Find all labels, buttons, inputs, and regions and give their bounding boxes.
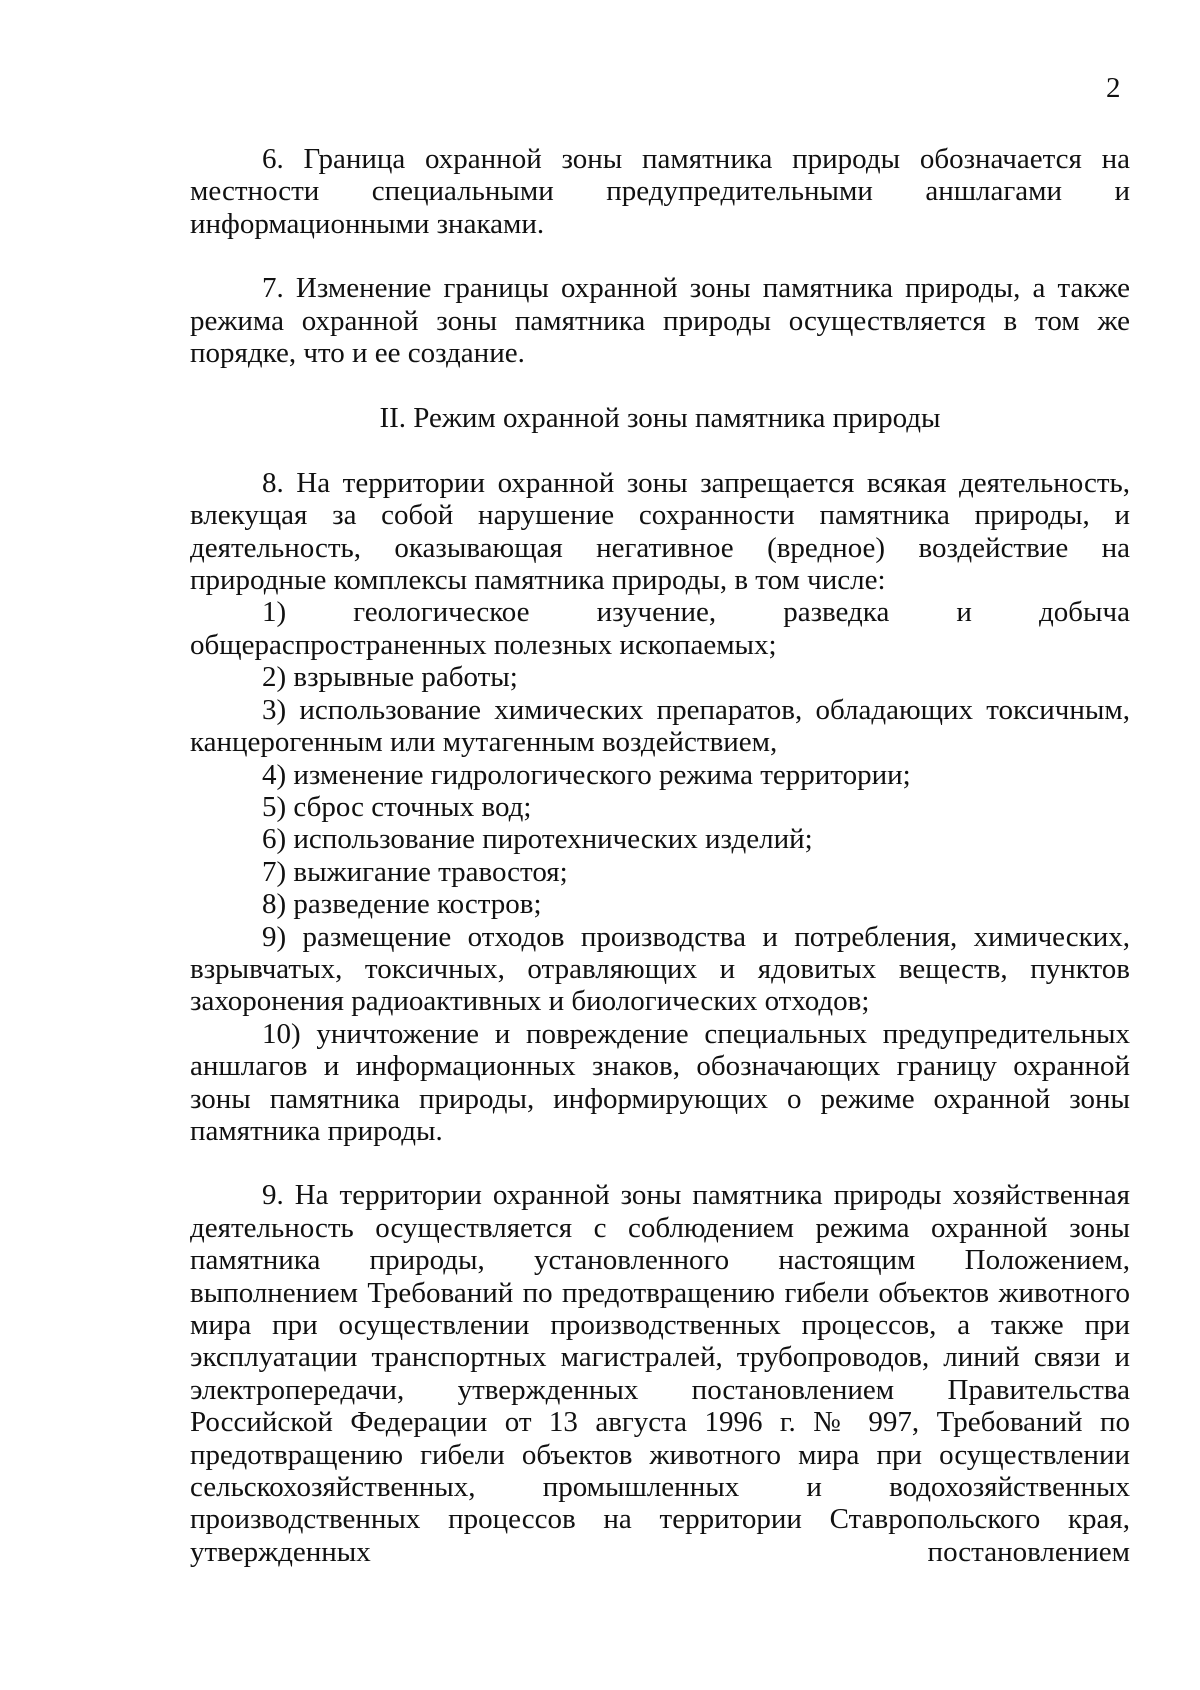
list-item: 4) изменение гидрологического режима территории;: [262, 758, 911, 791]
paragraph-8-intro: 8. На территории охранной зоны запрещается всякая деятельность, влекущая за собой нарушение сохранности памятника природы, и деятельность, оказывающая негативное (вредное) воздействие на природные комплексы памятника природы, в том числе:: [190, 466, 1130, 597]
list-item: 6) использование пиротехнических изделий;: [262, 823, 813, 856]
list-item: 7) выжигание травостоя;: [262, 855, 568, 888]
paragraph-6: 6. Граница охранной зоны памятника природы обозначается на местности специальными предупредительными аншлагами и информационными знаками.: [190, 143, 1130, 240]
page-number: 2: [1106, 72, 1121, 104]
list-item: 5) сброс сточных вод;: [262, 790, 532, 823]
section-heading: II. Режим охранной зоны памятника природы: [379, 402, 941, 435]
list-item: 10) уничтожение и повреждение специальных предупредительных аншлагов и информационных знаков, обозначающих границу охранной зоны памятника природы, информирующих о режиме охранной зоны памятника природы.: [190, 1017, 1130, 1147]
list-item: 2) взрывные работы;: [262, 661, 518, 694]
list-item: 8) разведение костров;: [262, 888, 542, 921]
list-item: 3) использование химических препаратов, обладающих токсичным, канцерогенным или мутагенным воздействием,: [190, 693, 1130, 759]
paragraph-9: 9. На территории охранной зоны памятника природы хозяйственная деятельность осуществляется с соблюдением режима охранной зоны памятника природы, установленного настоящим Положением, выполнением Требований по предотвращению гибели объектов животного мира при осуществлении производственных процессов, а также при эксплуатации транспортных магистралей, трубопроводов, линий связи и электропередачи, утвержденных постановлением Правительства Российской Федерации от 13 августа 1996 г. № 997, Требований по предотвращению гибели объектов животного мира при осуществлении сельскохозяйственных, промышленных и водохозяйственных производственных процессов на территории Ставропольского края, утвержденных постановлением: [190, 1179, 1130, 1568]
list-item: 9) размещение отходов производства и потребления, химических, взрывчатых, токсичных, отравляющих и ядовитых веществ, пунктов захоронения радиоактивных и биологических отходов;: [190, 920, 1130, 1018]
list-item: 1) геологическое изучение, разведка и добыча общераспространенных полезных ископаемых;: [190, 596, 1130, 661]
document-body: [190, 143, 1130, 1568]
paragraph-7: 7. Изменение границы охранной зоны памятника природы, а также режима охранной зоны памятника природы осуществляется в том же порядке, что и ее создание.: [190, 272, 1130, 370]
